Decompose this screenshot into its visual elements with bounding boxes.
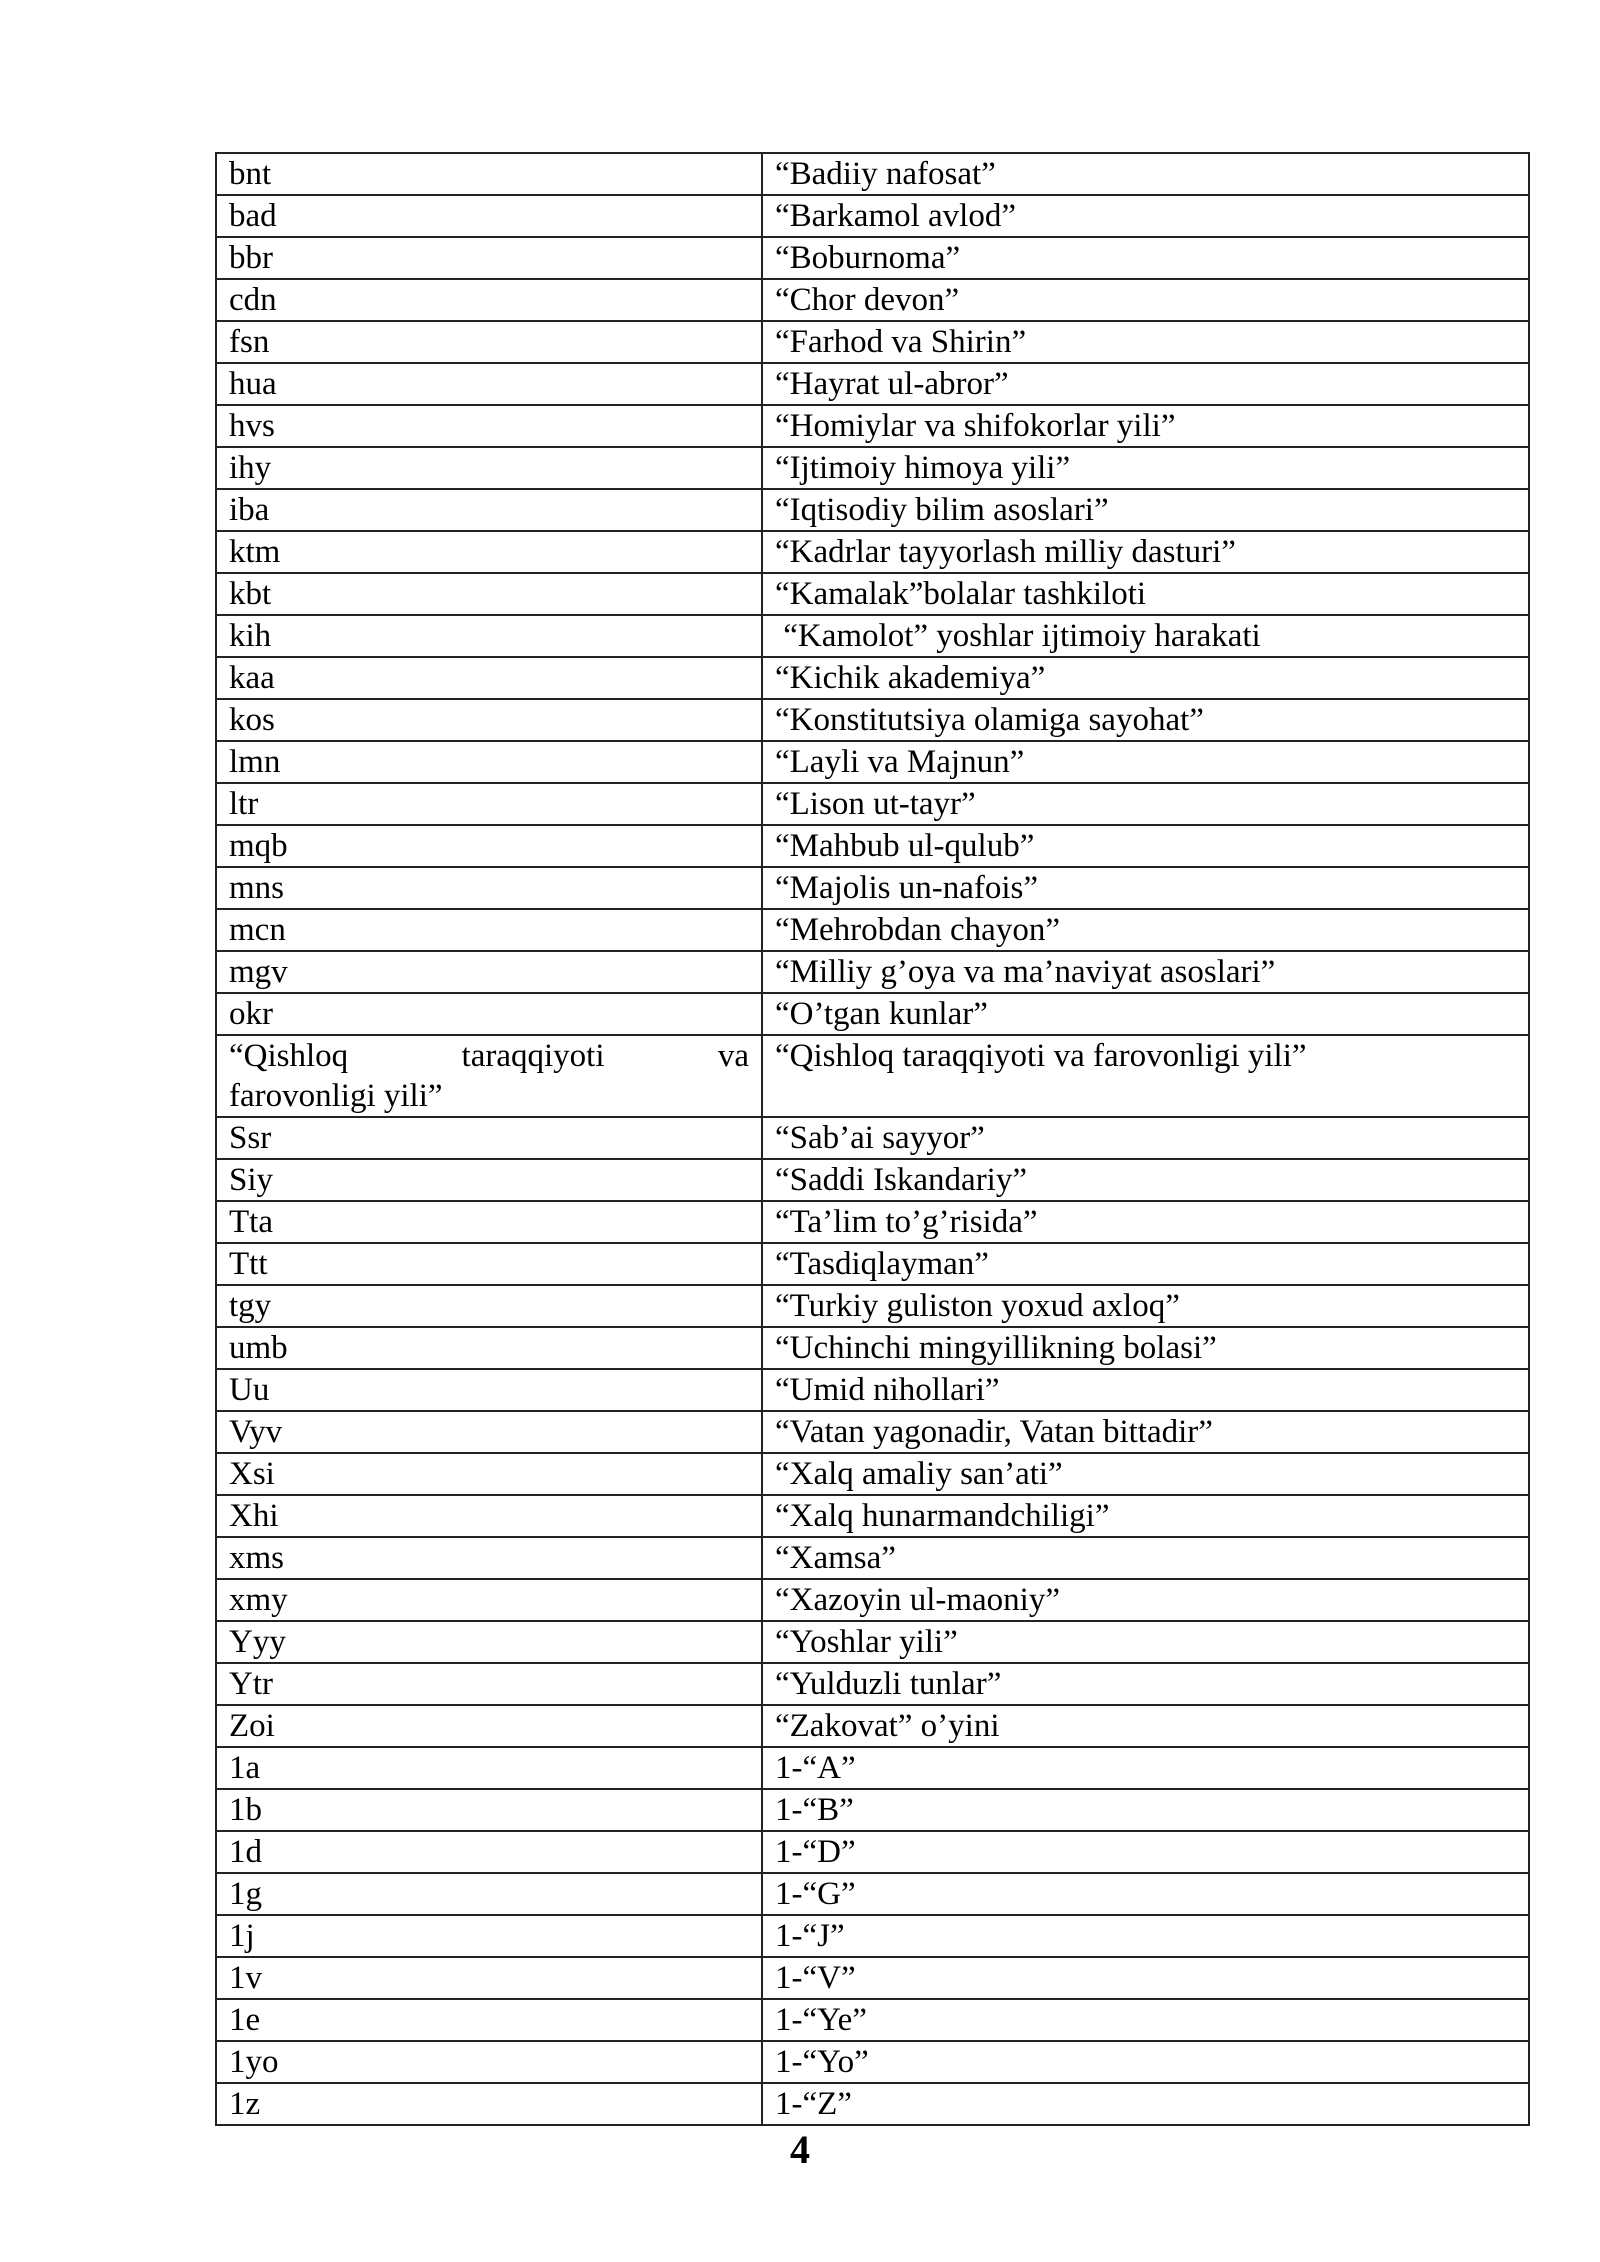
abbreviation-title: “Boburnoma” bbox=[762, 237, 1529, 279]
abbreviation-code: 1j bbox=[216, 1915, 762, 1957]
abbreviation-code: Uu bbox=[216, 1369, 762, 1411]
table-row bbox=[216, 1117, 1529, 1159]
abbreviation-title: “Yulduzli tunlar” bbox=[762, 1663, 1529, 1705]
table-row bbox=[216, 1705, 1529, 1747]
abbreviation-code: 1yo bbox=[216, 2041, 762, 2083]
table-row bbox=[216, 615, 1529, 657]
abbreviation-title: “Zakovat” o’yini bbox=[762, 1705, 1529, 1747]
abbreviation-code: umb bbox=[216, 1327, 762, 1369]
abbreviation-title: “Hayrat ul-abror” bbox=[762, 363, 1529, 405]
table-row bbox=[216, 237, 1529, 279]
abbreviation-code: xms bbox=[216, 1537, 762, 1579]
table-row bbox=[216, 1831, 1529, 1873]
abbreviation-code: 1g bbox=[216, 1873, 762, 1915]
abbreviation-code: hua bbox=[216, 363, 762, 405]
page-number: 4 bbox=[790, 2127, 810, 2172]
table-row bbox=[216, 1537, 1529, 1579]
table-row bbox=[216, 1789, 1529, 1831]
abbreviation-code: Xsi bbox=[216, 1453, 762, 1495]
abbreviation-title: “O’tgan kunlar” bbox=[762, 993, 1529, 1035]
abbreviation-code: cdn bbox=[216, 279, 762, 321]
table-row bbox=[216, 1621, 1529, 1663]
abbreviation-code: Ssr bbox=[216, 1117, 762, 1159]
table-row bbox=[216, 321, 1529, 363]
table-row bbox=[216, 195, 1529, 237]
abbreviation-code: mqb bbox=[216, 825, 762, 867]
table-row bbox=[216, 1747, 1529, 1789]
table-row bbox=[216, 741, 1529, 783]
table-row bbox=[216, 1453, 1529, 1495]
abbreviation-title: “Umid nihollari” bbox=[762, 1369, 1529, 1411]
abbreviation-title: “Mahbub ul-qulub” bbox=[762, 825, 1529, 867]
abbreviation-code: 1v bbox=[216, 1957, 762, 1999]
abbreviation-code: 1z bbox=[216, 2083, 762, 2125]
abbreviation-code: Tta bbox=[216, 1201, 762, 1243]
table-row bbox=[216, 1159, 1529, 1201]
abbreviation-title: “Konstitutsiya olamiga sayohat” bbox=[762, 699, 1529, 741]
abbreviation-title: “Kadrlar tayyorlash milliy dasturi” bbox=[762, 531, 1529, 573]
abbreviation-code: kih bbox=[216, 615, 762, 657]
abbreviation-title: 1-“B” bbox=[762, 1789, 1529, 1831]
abbreviation-title: “Uchinchi mingyillikning bolasi” bbox=[762, 1327, 1529, 1369]
table-row bbox=[216, 1663, 1529, 1705]
abbreviation-title: 1-“V” bbox=[762, 1957, 1529, 1999]
table-row bbox=[216, 363, 1529, 405]
table-row bbox=[216, 1369, 1529, 1411]
table-row bbox=[216, 1915, 1529, 1957]
table-row bbox=[216, 447, 1529, 489]
table-row bbox=[216, 573, 1529, 615]
abbreviation-code: Vyv bbox=[216, 1411, 762, 1453]
abbreviation-title: “Homiylar va shifokorlar yili” bbox=[762, 405, 1529, 447]
table-row bbox=[216, 1035, 1529, 1117]
abbreviation-code: ihy bbox=[216, 447, 762, 489]
abbreviation-title: “Chor devon” bbox=[762, 279, 1529, 321]
abbreviation-title: “Lison ut-tayr” bbox=[762, 783, 1529, 825]
abbreviation-title: “Farhod va Shirin” bbox=[762, 321, 1529, 363]
table-row bbox=[216, 1957, 1529, 1999]
table-row bbox=[216, 2083, 1529, 2125]
abbreviation-title: “Sab’ai sayyor” bbox=[762, 1117, 1529, 1159]
abbreviation-code: bbr bbox=[216, 237, 762, 279]
table-row bbox=[216, 1873, 1529, 1915]
abbreviation-code-line: farovonligi yili” bbox=[229, 1078, 443, 1114]
table-row bbox=[216, 825, 1529, 867]
abbreviation-title: “Ijtimoiy himoya yili” bbox=[762, 447, 1529, 489]
abbreviation-title: 1-“J” bbox=[762, 1915, 1529, 1957]
abbreviation-title: “Ta’lim to’g’risida” bbox=[762, 1201, 1529, 1243]
table-row bbox=[216, 951, 1529, 993]
abbreviation-code: xmy bbox=[216, 1579, 762, 1621]
table-row bbox=[216, 1285, 1529, 1327]
abbreviation-title: “Iqtisodiy bilim asoslari” bbox=[762, 489, 1529, 531]
table-row bbox=[216, 153, 1529, 195]
abbreviation-code: iba bbox=[216, 489, 762, 531]
abbreviation-code: 1e bbox=[216, 1999, 762, 2041]
abbreviation-title: “Kamolot” yoshlar ijtimoiy harakati bbox=[762, 615, 1529, 657]
abbreviation-code: mcn bbox=[216, 909, 762, 951]
abbreviation-code: 1a bbox=[216, 1747, 762, 1789]
table-row bbox=[216, 867, 1529, 909]
table-row bbox=[216, 993, 1529, 1035]
abbreviation-title: “Layli va Majnun” bbox=[762, 741, 1529, 783]
abbreviation-table-body bbox=[216, 153, 1529, 2125]
table-row bbox=[216, 1999, 1529, 2041]
abbreviation-code: lmn bbox=[216, 741, 762, 783]
abbreviation-code: Zoi bbox=[216, 1705, 762, 1747]
table-row bbox=[216, 657, 1529, 699]
abbreviation-title: “Qishloq taraqqiyoti va farovonligi yili” bbox=[762, 1035, 1529, 1117]
abbreviation-title: “Saddi Iskandariy” bbox=[762, 1159, 1529, 1201]
abbreviation-title: “Barkamol avlod” bbox=[762, 195, 1529, 237]
abbreviation-title: “Xazoyin ul-maoniy” bbox=[762, 1579, 1529, 1621]
abbreviation-code: ktm bbox=[216, 531, 762, 573]
table-row bbox=[216, 1411, 1529, 1453]
abbreviation-title: “Kichik akademiya” bbox=[762, 657, 1529, 699]
abbreviation-title: “Xalq amaliy san’ati” bbox=[762, 1453, 1529, 1495]
abbreviation-title: “Xamsa” bbox=[762, 1537, 1529, 1579]
abbreviation-code-line: “Qishloq taraqqiyoti va bbox=[229, 1038, 749, 1074]
abbreviation-code: bnt bbox=[216, 153, 762, 195]
abbreviation-title: 1-“A” bbox=[762, 1747, 1529, 1789]
table-row bbox=[216, 1201, 1529, 1243]
abbreviation-code: 1d bbox=[216, 1831, 762, 1873]
abbreviation-title: 1-“Ye” bbox=[762, 1999, 1529, 2041]
abbreviation-title: “Kamalak”bolalar tashkiloti bbox=[762, 573, 1529, 615]
abbreviation-code: ltr bbox=[216, 783, 762, 825]
table-row bbox=[216, 279, 1529, 321]
abbreviation-title: “Majolis un-nafois” bbox=[762, 867, 1529, 909]
table-row bbox=[216, 1495, 1529, 1537]
abbreviation-title: “Milliy g’oya va ma’naviyat asoslari” bbox=[762, 951, 1529, 993]
table-row bbox=[216, 909, 1529, 951]
abbreviation-title: 1-“D” bbox=[762, 1831, 1529, 1873]
abbreviation-code: kos bbox=[216, 699, 762, 741]
abbreviation-code: Siy bbox=[216, 1159, 762, 1201]
abbreviation-code: bad bbox=[216, 195, 762, 237]
abbreviation-title: 1-“Yo” bbox=[762, 2041, 1529, 2083]
table-row bbox=[216, 489, 1529, 531]
abbreviation-table bbox=[215, 152, 1530, 2126]
abbreviation-title: “Badiiy nafosat” bbox=[762, 153, 1529, 195]
table-row bbox=[216, 699, 1529, 741]
abbreviation-title: 1-“G” bbox=[762, 1873, 1529, 1915]
abbreviation-code bbox=[216, 1035, 762, 1117]
table-row bbox=[216, 783, 1529, 825]
abbreviation-title: “Vatan yagonadir, Vatan bittadir” bbox=[762, 1411, 1529, 1453]
abbreviation-code: hvs bbox=[216, 405, 762, 447]
abbreviation-code: fsn bbox=[216, 321, 762, 363]
abbreviation-code: tgy bbox=[216, 1285, 762, 1327]
abbreviation-code: 1b bbox=[216, 1789, 762, 1831]
abbreviation-code: Yyy bbox=[216, 1621, 762, 1663]
abbreviation-title: “Mehrobdan chayon” bbox=[762, 909, 1529, 951]
abbreviation-title: “Yoshlar yili” bbox=[762, 1621, 1529, 1663]
abbreviation-code: mns bbox=[216, 867, 762, 909]
abbreviation-title: “Turkiy guliston yoxud axloq” bbox=[762, 1285, 1529, 1327]
table-row bbox=[216, 405, 1529, 447]
abbreviation-code: Ttt bbox=[216, 1243, 762, 1285]
abbreviation-title: “Xalq hunarmandchiligi” bbox=[762, 1495, 1529, 1537]
abbreviation-title: 1-“Z” bbox=[762, 2083, 1529, 2125]
abbreviation-code: mgv bbox=[216, 951, 762, 993]
table-row bbox=[216, 1327, 1529, 1369]
table-row bbox=[216, 1579, 1529, 1621]
abbreviation-code: kaa bbox=[216, 657, 762, 699]
table-row bbox=[216, 2041, 1529, 2083]
abbreviation-code: Xhi bbox=[216, 1495, 762, 1537]
abbreviation-code: Ytr bbox=[216, 1663, 762, 1705]
abbreviation-title: “Tasdiqlayman” bbox=[762, 1243, 1529, 1285]
table-row bbox=[216, 1243, 1529, 1285]
abbreviation-code: kbt bbox=[216, 573, 762, 615]
table-row bbox=[216, 531, 1529, 573]
abbreviation-code: okr bbox=[216, 993, 762, 1035]
